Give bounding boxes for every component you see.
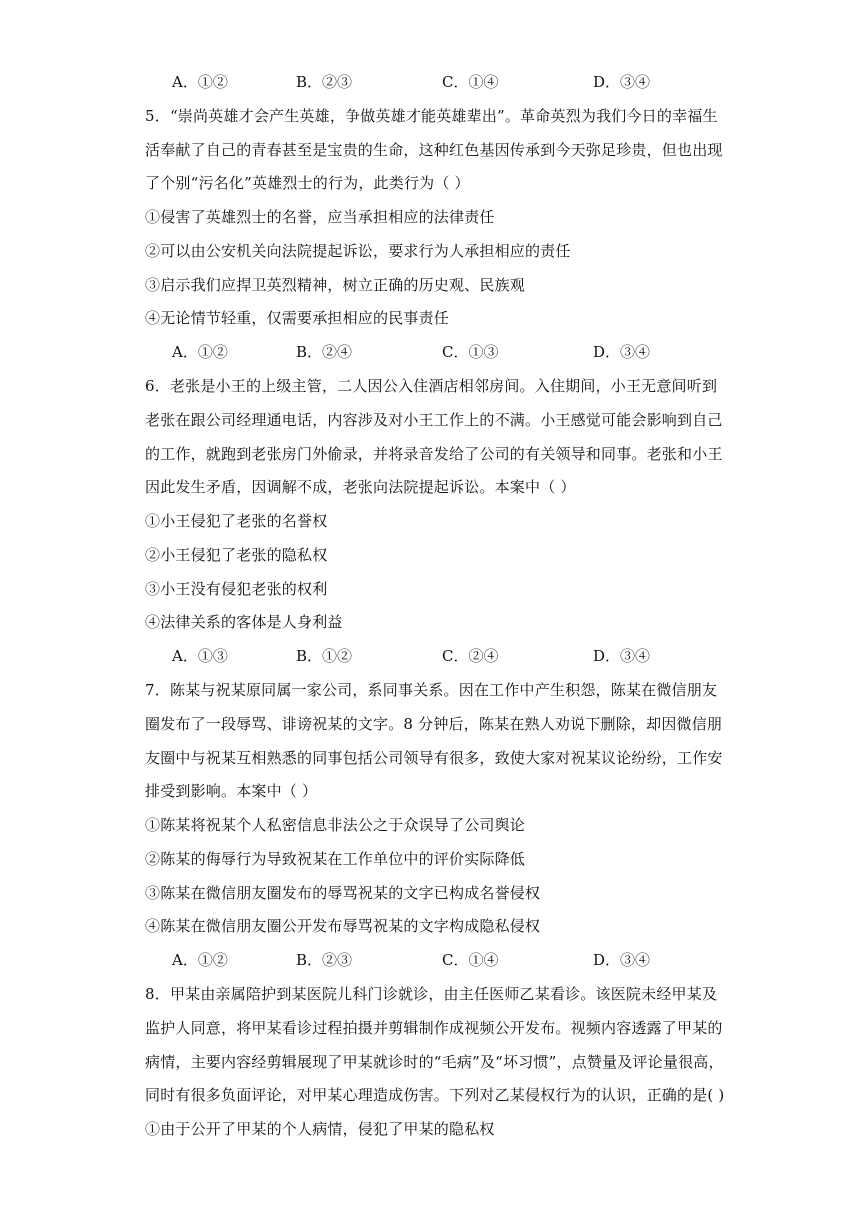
q5-stem-line-3: 了个别“污名化”英雄烈士的行为，此类行为（ ） xyxy=(145,174,470,192)
q7-item-1: ①陈某将祝某个人私密信息非法公之于众误导了公司舆论 xyxy=(145,816,526,834)
q7-stem-line-3: 友圈中与祝某互相熟悉的同事包括公司领导有很多，致使大家对祝某议论纷纷，工作安 xyxy=(145,749,723,767)
q4-option-b: B．②③ xyxy=(296,73,353,91)
q8-stem-line-3: 病情，主要内容经剪辑展现了甲某就诊时的“毛病”及“坏习惯”，点赞量及评论量很高， xyxy=(145,1053,724,1071)
q6-stem-line-1: 6．老张是小王的上级主管，二人因公入住酒店相邻房间。入住期间，小王无意间听到 xyxy=(145,377,718,395)
q7-item-2: ②陈某的侮辱行为导致祝某在工作单位中的评价实际降低 xyxy=(145,850,526,868)
q5-stem-line-2: 活奉献了自己的青春甚至是宝贵的生命，这种红色基因传承到今天弥足珍贵，但也出现 xyxy=(145,141,723,159)
q5-option-d: D．③④ xyxy=(593,343,651,361)
q6-stem-line-3: 的工作，就跑到老张房门外偷录，并将录音发给了公司的有关领导和同事。老张和小王 xyxy=(145,445,723,463)
q7-stem-line-2: 圈发布了一段辱骂、诽谤祝某的文字。8 分钟后，陈某在熟人劝说下删除，却因微信朋 xyxy=(145,715,723,733)
q4-option-d: D．③④ xyxy=(593,73,651,91)
q7-item-4: ④陈某在微信朋友圈公开发布辱骂祝某的文字构成隐私侵权 xyxy=(145,917,541,935)
q6-option-a: A．①③ xyxy=(172,647,228,665)
q6-options xyxy=(172,646,692,666)
q7-stem-line-1: 7．陈某与祝某原同属一家公司，系同事关系。因在工作中产生积怨，陈某在微信朋友 xyxy=(145,681,718,699)
q7-options xyxy=(172,950,692,970)
q6-item-2: ②小王侵犯了老张的隐私权 xyxy=(145,546,328,564)
q6-option-b: B．①② xyxy=(296,647,353,665)
q6-item-3: ③小王没有侵犯老张的权利 xyxy=(145,580,328,598)
q4-option-c: C．①④ xyxy=(442,73,499,91)
q7-option-c: C．①④ xyxy=(442,951,499,969)
q5-option-b: B．②④ xyxy=(296,343,353,361)
q7-option-a: A．①② xyxy=(172,951,228,969)
q6-stem-line-4: 因此发生矛盾，因调解不成，老张向法院提起诉讼。本案中（ ） xyxy=(145,478,576,496)
q7-item-3: ③陈某在微信朋友圈发布的辱骂祝某的文字已构成名誉侵权 xyxy=(145,884,541,902)
q5-item-4: ④无论情节轻重，仅需要承担相应的民事责任 xyxy=(145,309,450,327)
q8-stem-line-1: 8．甲某由亲属陪护到某医院儿科门诊就诊，由主任医师乙某看诊。该医院未经甲某及 xyxy=(145,985,718,1003)
q8-stem-line-2: 监护人同意，将甲某看诊过程拍摄并剪辑制作成视频公开发布。视频内容透露了甲某的 xyxy=(145,1019,723,1037)
q5-options xyxy=(172,342,692,362)
q5-item-3: ③启示我们应捍卫英烈精神，树立正确的历史观、民族观 xyxy=(145,276,526,294)
q6-option-d: D．③④ xyxy=(593,647,651,665)
q7-option-d: D．③④ xyxy=(593,951,651,969)
q5-option-c: C．①③ xyxy=(442,343,499,361)
q8-item-1: ①由于公开了甲某的个人病情，侵犯了甲某的隐私权 xyxy=(145,1120,495,1138)
q5-option-a: A．①② xyxy=(172,343,228,361)
q4-option-a: A．①② xyxy=(172,73,228,91)
q4-options xyxy=(172,72,692,92)
q5-item-2: ②可以由公安机关向法院提起诉讼，要求行为人承担相应的责任 xyxy=(145,242,571,260)
q6-stem-line-2: 老张在跟公司经理通电话，内容涉及对小王工作上的不满。小王感觉可能会影响到自己 xyxy=(145,411,723,429)
q5-item-1: ①侵害了英雄烈士的名誉，应当承担相应的法律责任 xyxy=(145,208,495,226)
q5-stem-line-1: 5．“崇尚英雄才会产生英雄，争做英雄才能英雄辈出”。革命英烈为我们今日的幸福生 xyxy=(145,107,718,125)
q7-stem-line-4: 排受到影响。本案中（ ） xyxy=(145,782,318,800)
q7-option-b: B．②③ xyxy=(296,951,353,969)
q6-item-4: ④法律关系的客体是人身利益 xyxy=(145,613,343,631)
q6-option-c: C．②④ xyxy=(442,647,499,665)
q8-stem-line-4: 同时有很多负面评论，对甲某心理造成伤害。下列对乙某侵权行为的认识，正确的是( ) xyxy=(145,1086,725,1104)
q6-item-1: ①小王侵犯了老张的名誉权 xyxy=(145,512,328,530)
